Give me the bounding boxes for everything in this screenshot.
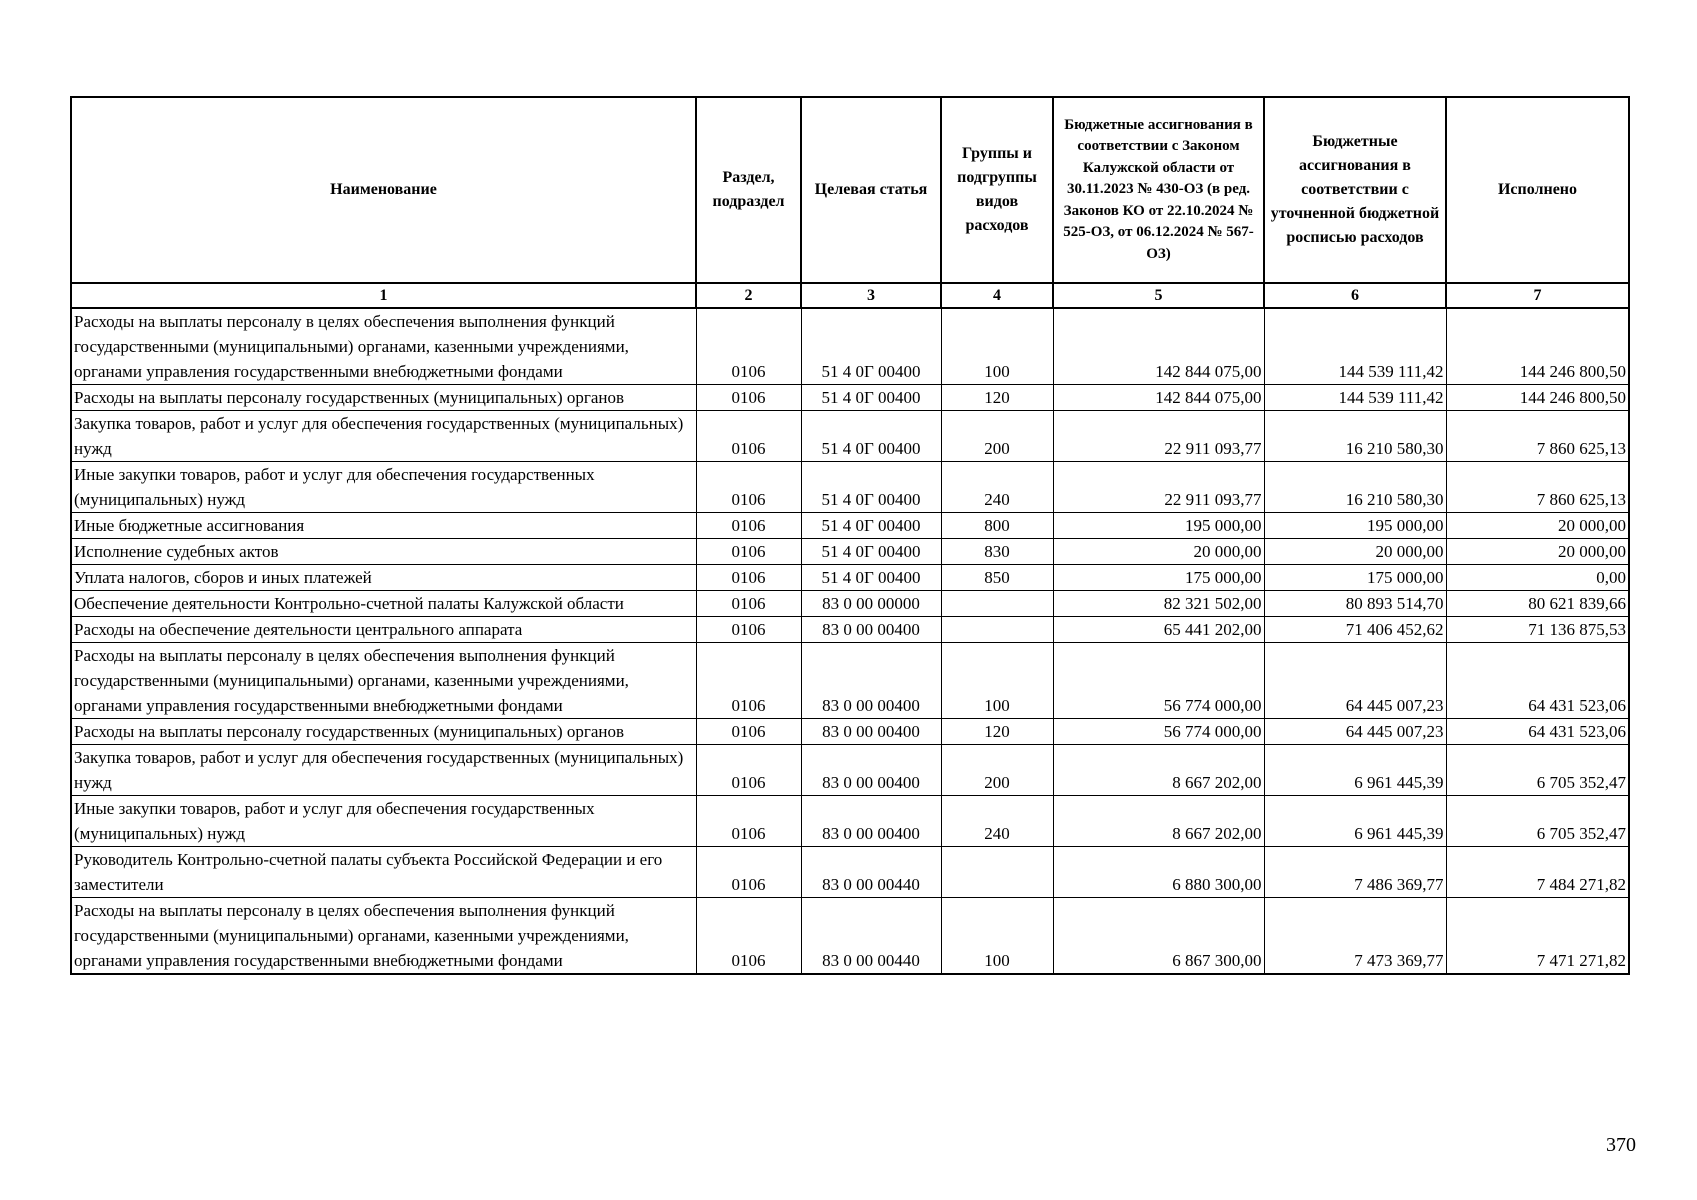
table-row <box>71 385 1629 411</box>
cell-section: 0106 <box>696 745 801 796</box>
cell-article: 51 4 0Г 00400 <box>801 308 941 385</box>
column-number: 2 <box>696 283 801 308</box>
cell-refined-allocations: 6 961 445,39 <box>1264 796 1446 847</box>
table-row <box>71 591 1629 617</box>
column-number: 6 <box>1264 283 1446 308</box>
cell-law-allocations: 22 911 093,77 <box>1053 462 1264 513</box>
cell-name: Иные бюджетные ассигнования <box>71 513 696 539</box>
cell-group: 800 <box>941 513 1053 539</box>
cell-law-allocations: 195 000,00 <box>1053 513 1264 539</box>
cell-law-allocations: 142 844 075,00 <box>1053 308 1264 385</box>
cell-section: 0106 <box>696 719 801 745</box>
cell-name: Исполнение судебных актов <box>71 539 696 565</box>
cell-section: 0106 <box>696 308 801 385</box>
table-row <box>71 411 1629 462</box>
cell-group: 200 <box>941 745 1053 796</box>
cell-section: 0106 <box>696 513 801 539</box>
cell-name: Расходы на выплаты персоналу в целях обеспечения выполнения функций государственными (муниципальными) органами, казенными учреждениями, органами управления государственными внебюджетными фондами <box>71 308 696 385</box>
cell-executed: 6 705 352,47 <box>1446 796 1629 847</box>
cell-law-allocations: 6 867 300,00 <box>1053 898 1264 975</box>
cell-name: Закупка товаров, работ и услуг для обеспечения государственных (муниципальных) нужд <box>71 745 696 796</box>
header-section: Раздел, подраздел <box>696 97 801 283</box>
cell-section: 0106 <box>696 796 801 847</box>
table-row <box>71 847 1629 898</box>
page-number: 370 <box>1606 1134 1636 1156</box>
cell-refined-allocations: 144 539 111,42 <box>1264 308 1446 385</box>
cell-section: 0106 <box>696 385 801 411</box>
cell-executed: 7 484 271,82 <box>1446 847 1629 898</box>
cell-executed: 20 000,00 <box>1446 513 1629 539</box>
cell-refined-allocations: 80 893 514,70 <box>1264 591 1446 617</box>
cell-article: 51 4 0Г 00400 <box>801 411 941 462</box>
cell-name: Иные закупки товаров, работ и услуг для обеспечения государственных (муниципальных) нужд <box>71 796 696 847</box>
cell-section: 0106 <box>696 539 801 565</box>
cell-refined-allocations: 16 210 580,30 <box>1264 411 1446 462</box>
cell-section: 0106 <box>696 617 801 643</box>
cell-group <box>941 617 1053 643</box>
cell-name: Закупка товаров, работ и услуг для обеспечения государственных (муниципальных) нужд <box>71 411 696 462</box>
cell-group <box>941 847 1053 898</box>
cell-refined-allocations: 16 210 580,30 <box>1264 462 1446 513</box>
cell-law-allocations: 175 000,00 <box>1053 565 1264 591</box>
table-row <box>71 643 1629 719</box>
table-row <box>71 617 1629 643</box>
cell-group: 240 <box>941 462 1053 513</box>
cell-executed: 0,00 <box>1446 565 1629 591</box>
cell-law-allocations: 8 667 202,00 <box>1053 745 1264 796</box>
cell-name: Расходы на выплаты персоналу государственных (муниципальных) органов <box>71 719 696 745</box>
header-group: Группы и подгруппы видов расходов <box>941 97 1053 283</box>
cell-refined-allocations: 7 486 369,77 <box>1264 847 1446 898</box>
cell-group: 100 <box>941 308 1053 385</box>
cell-refined-allocations: 64 445 007,23 <box>1264 643 1446 719</box>
cell-refined-allocations: 7 473 369,77 <box>1264 898 1446 975</box>
cell-article: 51 4 0Г 00400 <box>801 385 941 411</box>
cell-group: 100 <box>941 898 1053 975</box>
cell-name: Расходы на обеспечение деятельности центрального аппарата <box>71 617 696 643</box>
cell-refined-allocations: 175 000,00 <box>1264 565 1446 591</box>
cell-law-allocations: 56 774 000,00 <box>1053 719 1264 745</box>
table-row <box>71 719 1629 745</box>
cell-refined-allocations: 195 000,00 <box>1264 513 1446 539</box>
cell-name: Расходы на выплаты персоналу в целях обеспечения выполнения функций государственными (муниципальными) органами, казенными учреждениями, органами управления государственными внебюджетными фондами <box>71 643 696 719</box>
table-row <box>71 308 1629 385</box>
cell-law-allocations: 22 911 093,77 <box>1053 411 1264 462</box>
cell-executed: 144 246 800,50 <box>1446 385 1629 411</box>
cell-refined-allocations: 144 539 111,42 <box>1264 385 1446 411</box>
header-law-allocations: Бюджетные ассигнования в соответствии с Законом Калужской области от 30.11.2023 № 430-ОЗ (в ред. Законов КО от 22.10.2024 № 525-ОЗ, от 06.12.2024 № 567-ОЗ) <box>1053 97 1264 283</box>
cell-law-allocations: 82 321 502,00 <box>1053 591 1264 617</box>
header-refined-allocations: Бюджетные ассигнования в соответствии с уточненной бюджетной росписью расходов <box>1264 97 1446 283</box>
table-row <box>71 898 1629 975</box>
cell-name: Обеспечение деятельности Контрольно-счетной палаты Калужской области <box>71 591 696 617</box>
budget-table <box>70 96 1630 975</box>
table-row <box>71 462 1629 513</box>
cell-executed: 6 705 352,47 <box>1446 745 1629 796</box>
cell-executed: 7 860 625,13 <box>1446 462 1629 513</box>
cell-executed: 7 471 271,82 <box>1446 898 1629 975</box>
cell-article: 83 0 00 00400 <box>801 719 941 745</box>
table-row <box>71 565 1629 591</box>
cell-refined-allocations: 6 961 445,39 <box>1264 745 1446 796</box>
header-row <box>71 97 1629 283</box>
cell-executed: 71 136 875,53 <box>1446 617 1629 643</box>
cell-article: 83 0 00 00440 <box>801 847 941 898</box>
cell-executed: 20 000,00 <box>1446 539 1629 565</box>
cell-section: 0106 <box>696 411 801 462</box>
column-number: 5 <box>1053 283 1264 308</box>
cell-article: 83 0 00 00400 <box>801 643 941 719</box>
cell-group: 850 <box>941 565 1053 591</box>
header-name: Наименование <box>71 97 696 283</box>
table-row <box>71 539 1629 565</box>
cell-executed: 80 621 839,66 <box>1446 591 1629 617</box>
cell-law-allocations: 8 667 202,00 <box>1053 796 1264 847</box>
cell-group: 120 <box>941 385 1053 411</box>
column-number: 1 <box>71 283 696 308</box>
cell-group: 100 <box>941 643 1053 719</box>
cell-law-allocations: 20 000,00 <box>1053 539 1264 565</box>
cell-group <box>941 591 1053 617</box>
cell-group: 830 <box>941 539 1053 565</box>
cell-section: 0106 <box>696 462 801 513</box>
cell-executed: 7 860 625,13 <box>1446 411 1629 462</box>
cell-article: 51 4 0Г 00400 <box>801 539 941 565</box>
table-row <box>71 745 1629 796</box>
cell-name: Руководитель Контрольно-счетной палаты субъекта Российской Федерации и его заместители <box>71 847 696 898</box>
cell-section: 0106 <box>696 591 801 617</box>
cell-refined-allocations: 20 000,00 <box>1264 539 1446 565</box>
cell-article: 83 0 00 00000 <box>801 591 941 617</box>
cell-section: 0106 <box>696 565 801 591</box>
cell-name: Расходы на выплаты персоналу в целях обеспечения выполнения функций государственными (муниципальными) органами, казенными учреждениями, органами управления государственными внебюджетными фондами <box>71 898 696 975</box>
cell-group: 120 <box>941 719 1053 745</box>
cell-name: Уплата налогов, сборов и иных платежей <box>71 565 696 591</box>
column-number: 4 <box>941 283 1053 308</box>
cell-article: 83 0 00 00400 <box>801 796 941 847</box>
cell-article: 51 4 0Г 00400 <box>801 513 941 539</box>
cell-article: 51 4 0Г 00400 <box>801 462 941 513</box>
header-article: Целевая статья <box>801 97 941 283</box>
cell-article: 51 4 0Г 00400 <box>801 565 941 591</box>
cell-law-allocations: 65 441 202,00 <box>1053 617 1264 643</box>
cell-name: Иные закупки товаров, работ и услуг для обеспечения государственных (муниципальных) нужд <box>71 462 696 513</box>
cell-executed: 144 246 800,50 <box>1446 308 1629 385</box>
cell-law-allocations: 142 844 075,00 <box>1053 385 1264 411</box>
cell-name: Расходы на выплаты персоналу государственных (муниципальных) органов <box>71 385 696 411</box>
cell-executed: 64 431 523,06 <box>1446 643 1629 719</box>
cell-group: 200 <box>941 411 1053 462</box>
cell-article: 83 0 00 00400 <box>801 745 941 796</box>
column-number: 7 <box>1446 283 1629 308</box>
table-row <box>71 796 1629 847</box>
table-row <box>71 513 1629 539</box>
table-body <box>71 308 1629 974</box>
cell-executed: 64 431 523,06 <box>1446 719 1629 745</box>
cell-refined-allocations: 64 445 007,23 <box>1264 719 1446 745</box>
cell-section: 0106 <box>696 643 801 719</box>
cell-group: 240 <box>941 796 1053 847</box>
header-executed: Исполнено <box>1446 97 1629 283</box>
cell-law-allocations: 56 774 000,00 <box>1053 643 1264 719</box>
cell-section: 0106 <box>696 898 801 975</box>
cell-section: 0106 <box>696 847 801 898</box>
column-number-row <box>71 283 1629 308</box>
cell-article: 83 0 00 00400 <box>801 617 941 643</box>
column-number: 3 <box>801 283 941 308</box>
cell-refined-allocations: 71 406 452,62 <box>1264 617 1446 643</box>
cell-article: 83 0 00 00440 <box>801 898 941 975</box>
cell-law-allocations: 6 880 300,00 <box>1053 847 1264 898</box>
